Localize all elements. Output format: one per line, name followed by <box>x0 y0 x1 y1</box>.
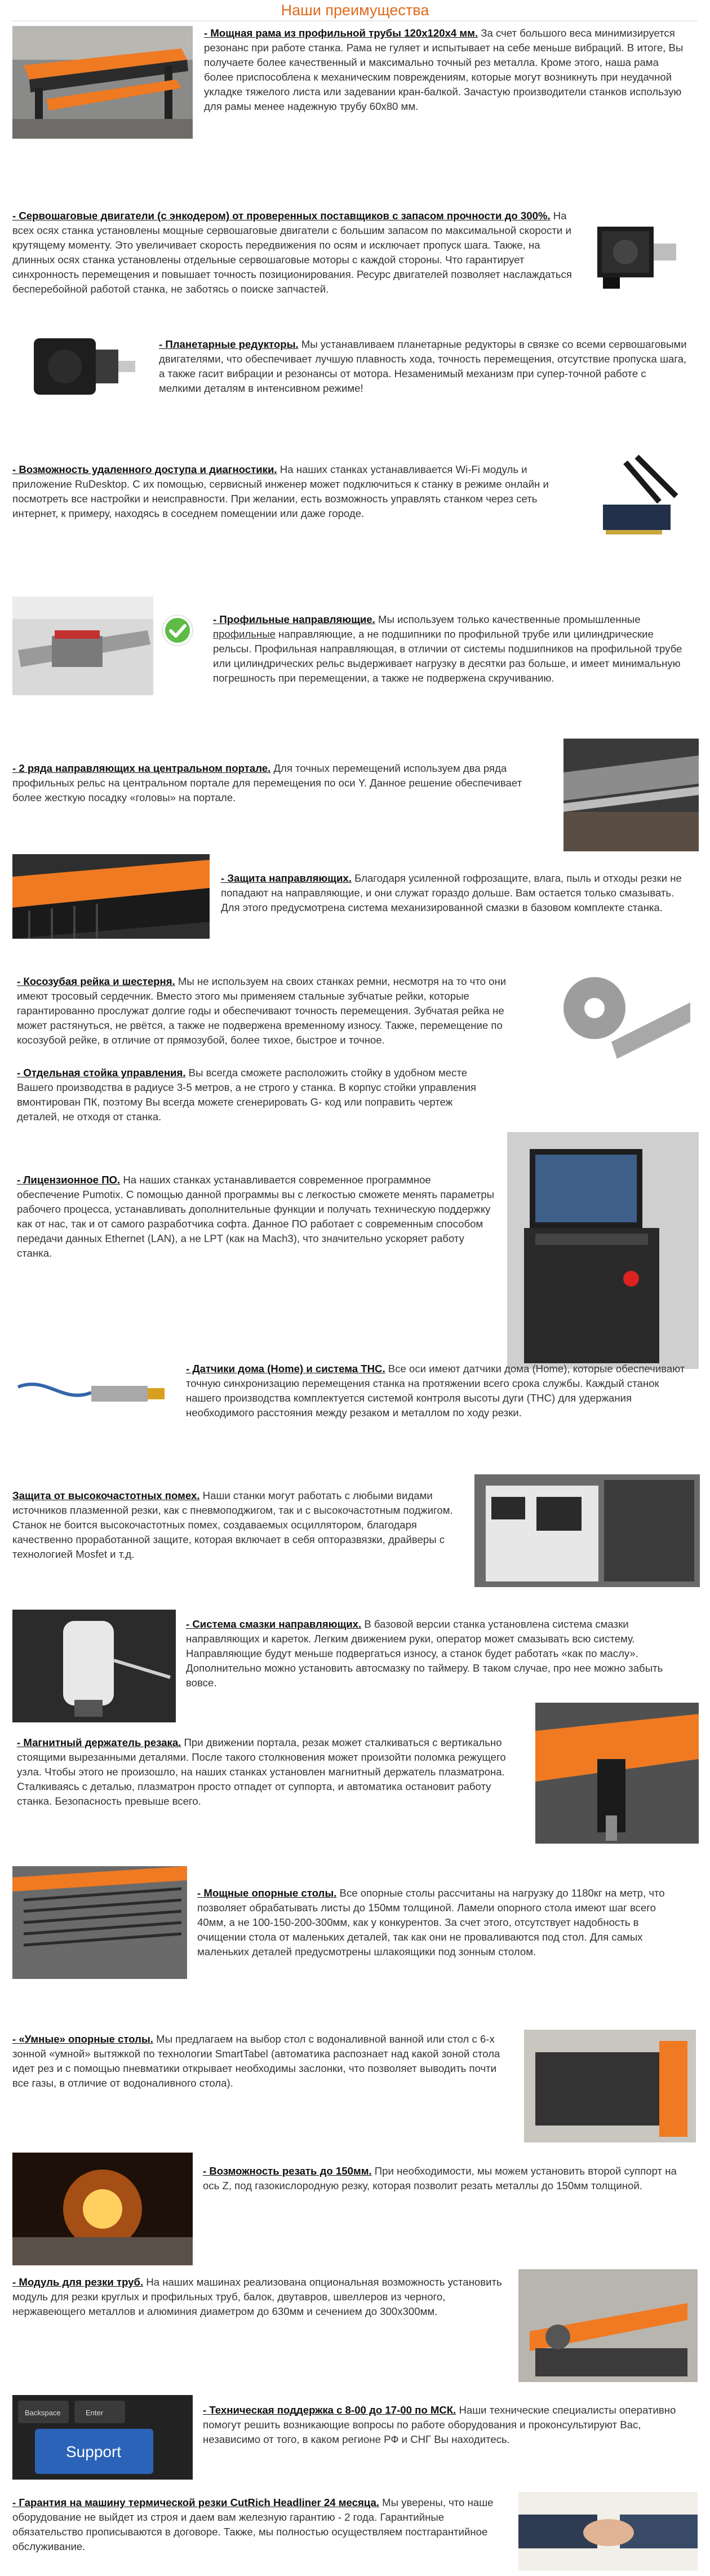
section-text: Мы предлагаем на выбор стол с водоналивной ванной или стол с 6-х зонной «умной» вытяжкой по технологии SmartTabel (автоматика распознает над какой зоной стола идет рез и с помощью пневматики открывает необходимы заслонки, что позволяет выводить почти все газы, в отличие от водоналивного стола). <box>12 2033 500 2089</box>
inductive-sensor-image <box>12 1364 176 1421</box>
section-heading: - Защита направляющих. <box>221 872 352 884</box>
section-cut150 <box>203 2164 687 2193</box>
support-table-photo <box>12 1866 187 1979</box>
section-heading: - Модуль для резки труб. <box>12 2276 144 2288</box>
section-text: Вы всегда сможете расположить стойку в удобном месте Вашего производства в радиусе 3-5 метров, а не строго у станка. В корпус стойки управления вмонтирован ПК, поэтому Вы всегда можете сгенерировать G- код или поправить чертеж деталей, не отходя от станка. <box>17 1067 476 1123</box>
section-smart-tables <box>12 2032 508 2091</box>
section-support <box>203 2403 687 2447</box>
section-heading: - Система смазки направляющих. <box>186 1618 362 1630</box>
section-heading: - Косозубая рейка и шестерня. <box>17 975 175 987</box>
smart-table-photo <box>524 2030 696 2142</box>
section-heading: - Возможность резать до 150мм. <box>203 2165 372 2177</box>
section-gear-rack <box>17 974 535 1048</box>
section-noise <box>12 1488 463 1562</box>
section-text: Мы уверены, что наше оборудование не выйдет из строя и даем вам железную гарантию - 2 года. Гарантийные обязательство прописываются в договоре. Также, мы полностью осуществляем постгарантийное обслуживание. <box>12 2497 494 2552</box>
section-heading: - Возможность удаленного доступа и диагностики. <box>12 463 277 475</box>
page-title: Наши преимущества <box>281 2 429 19</box>
section-frame <box>204 26 689 114</box>
section-text-start: Мы используем только качественные промышленные <box>375 613 641 625</box>
section-heading: - Планетарные редукторы. <box>159 338 299 350</box>
section-lube <box>186 1617 687 1690</box>
servo-motor-image <box>586 210 682 294</box>
key-backspace: Backspace <box>25 2409 61 2417</box>
wifi-module-image <box>592 451 687 547</box>
section-pipe <box>12 2275 508 2319</box>
section-text: При движении портала, резак может сталкиваться с вертикально стоящими вырезанными деталями. После такого столкновения может произойти поломка режущего узла. Чтобы этого не произошло, на наших станках установлен магнитный держатель плазматрона. Сталкиваясь с деталью, плазматрон просто отпадет от суппорта, и автоматика остановит работу станка. Безопасность превыше всего. <box>17 1737 506 1807</box>
section-text: За счет большого веса минимизируется резонанс при работе станка. Рама не гуляет и испытывает на себе меньше вибраций. В итоге, Вы получаете более качественный и максимально точный рез металла. Кроме этого, наша рама более приспособлена к механическим повреждениям, которые могут возникнуть при неудачной укладке тяжелого листа или задевании кран-балкой. Зачастую производители станков использую для рамы менее надежную трубу 60х80 мм. <box>204 27 684 112</box>
section-heading: - Профильные направляющие. <box>213 613 375 625</box>
section-heading: - Датчики дома (Home) и система THC. <box>186 1363 385 1375</box>
section-heading: - Сервошаговые двигатели (с энкодером) от проверенных поставщиков с запасом прочности до 300%. <box>12 210 551 222</box>
section-software <box>17 1173 496 1261</box>
section-text: Для точных перемещений используем два ряда профильных рельс на центральном портале для перемещения по оси Y. Данное решение обеспечивает более жесткую посадку «головы» на портале. <box>12 762 522 803</box>
section-heading: - Мощные опорные столы. <box>197 1887 337 1899</box>
section-warranty <box>12 2495 508 2554</box>
section-servo <box>12 209 576 297</box>
control-console-photo <box>507 1132 699 1369</box>
bellows-guard-photo <box>12 854 210 939</box>
section-text: В базовой версии станка установлена система смазки направляющих и кареток. Легким движением руки, оператор может смазывать всю систему. Направляющие будут меньше подвергаться износу, а станок будет работать «как по маслу». Дополнительно можно установить автосмазку по таймеру. В таком случае, про нее можно забыть вовсе. <box>186 1618 663 1689</box>
section-text: При необходимости, мы можем установить второй суппорт на ось Z, под газокислородную резку, которая позволит резать металлы до 150мм толщиной. <box>203 2165 677 2191</box>
handshake-photo <box>518 2492 698 2571</box>
section-text: Мы не используем на своих станках ремни, несмотря на то что они имеют тросовый сердечник. Вместо этого мы применяем стальные зубчатые рейки, которые гарантированно прослужат долгие годы и обеспечивают точность перемещения. Зубчатая рейка не может растянуться, не рвётся, а также не подвержена временному износу. Также, перемещение по косозубой рейке, в отличие от прямозубой, более тихое, быстрое и точное. <box>17 975 507 1046</box>
section-console <box>17 1066 496 1124</box>
torch-holder-photo <box>535 1703 699 1844</box>
section-rails <box>12 612 689 686</box>
section-text: На всех осях станка установлены мощные сервошаговые двигатели с большим запасом по максимальной скорости и крутящему моменту. Это увеличивает скорость передвижения по осям и исключает пропуск шага. Также, на длинных осях станка установлены отдельные сервошаговые моторы с каждой стороны. Что гарантирует синхронность перемещения и повышает точность позиционирования. Ресурс двигателей позволяет наслаждаться бесперебойной работой станка, не заботясь о поиске запчастей. <box>12 210 572 295</box>
portal-rails-photo <box>563 739 699 851</box>
section-text: Благодаря усиленной гофрозащите, влага, пыль и отходы резки не попадают на направляющие, и они служат гораздо дольше. Вам остается только смазывать. Для этого предусмотрена система механизированной смазки в базовом комплекте станка. <box>221 872 682 913</box>
oxyfuel-cutting-photo <box>12 2153 193 2265</box>
section-text: Все опорные столы рассчитаны на нагрузку до 1180кг на метр, что позволяет обрабатывать листы до 150мм толщиной. Ламели опорного стола имеют шаг всего 40мм, а не 100-150-200-300мм, как у конкурентов. За счет этого, отсутствует надобность в очищении стола от маленьких деталей, так как они не проваливаются под стол. Для самых маленьких деталей предусмотрены шлакоящики под зонным столом. <box>197 1887 665 1958</box>
section-heading: - 2 ряда направляющих на центральном портале. <box>12 762 271 774</box>
section-double-rails <box>12 761 553 805</box>
pipe-cutting-module-photo <box>518 2269 698 2382</box>
support-key-label: Support <box>66 2443 122 2460</box>
section-heading: - Мощная рама из профильной трубы 120х120х4 мм. <box>204 27 478 39</box>
section-tables <box>197 1886 687 1959</box>
electrical-cabinet-photo <box>474 1474 700 1587</box>
frame-photo <box>12 26 193 139</box>
section-magnet <box>17 1735 524 1809</box>
section-heading: - Гарантия на машину термической резки CutRich Headliner 24 месяца. <box>12 2497 379 2508</box>
section-sensors <box>186 1362 693 1420</box>
profile-rails-link[interactable]: профильные <box>213 628 276 640</box>
section-heading: Защита от высокочастотных помех. <box>12 1490 200 1501</box>
support-keyboard-image <box>12 2395 193 2480</box>
section-text: Наши технические специалисты оперативно помогут решить возникающие вопросы по работе оборудования и проконсультируют Вас, независимо от того, в каком регионе РФ и СНГ Вы находитесь. <box>203 2404 676 2445</box>
section-heading: - «Умные» опорные столы. <box>12 2033 153 2045</box>
section-text: Наши станки могут работать с любыми видами источников плазменной резки, как с пневмоподжигом, так и с высокочастотным поджигом. Станок не боится высокочастотных помех, создаваемых осциллятором, благодаря качественно проработанной защите, которая включает в себя опторазвязки, драйверы с технологией Mosfet и т.д. <box>12 1490 453 1560</box>
gear-rack-image <box>549 969 690 1059</box>
section-text: Мы устанавливаем планетарные редукторы в связке со всеми сервошаговыми двигателями, что обеспечивает лучшую плавность хода, точность перемещения, отсутствие пропуска шага, а также гасит вибрации и резонансы от мотора. Незаменимый механизм при супер-точной работе с мелкими деталям в интенсивном режиме! <box>159 338 687 394</box>
section-heading: - Лицензионное ПО. <box>17 1174 121 1186</box>
section-heading: - Отдельная стойка управления. <box>17 1067 186 1079</box>
section-text: На наших станках устанавливается современное программное обеспечение Pumotix. С помощью данной программы вы с легкостью сможете менять параметры рабочего процесса, устанавливать дополнительные функции и получать техническую поддержку как от нас, так и от самого разработчика софта. Данное ПО работает с современным способом передачи данных Ethernet (LAN), а не LPT (как на Mach3), что значительно ускоряет работу станка. <box>17 1174 495 1259</box>
lubrication-pump-photo <box>12 1610 176 1722</box>
section-text-end: направляющие, а не подшипники по профильной трубе или цилиндрические рельсы. Профильная направляющая, в отличии от системы подшипников на профильной трубе или цилиндрических рельс выдерживает нагрузку в десятки раз больше, и имеет минимальную погрешность при перемещении, а также не подвержена скручиванию. <box>213 628 682 684</box>
section-heading: - Магнитный держатель резака. <box>17 1737 181 1748</box>
section-text: На наших станках устанавливается Wi-Fi модуль и приложение RuDesktop. С их помощью, сервисный инженер может подключиться к станку в режиме онлайн и посмотреть все настройки и неисправности. При желании, есть возможность управлять станком через сеть интернет, к примеру, находясь в соседнем помещении или даже городе. <box>12 463 549 519</box>
title-divider <box>12 20 698 21</box>
section-remote <box>12 462 582 521</box>
section-gearbox <box>159 337 689 396</box>
section-text: На наших машинах реализована опциональная возможность установить модуль для резки круглых и профильных труб, балок, двутавров, швеллеров из черного, нержавеющего металлов и алюминия диаметром до 630мм и сечением до 300х300мм. <box>12 2276 502 2317</box>
section-guard <box>221 871 689 915</box>
section-text: Все оси имеют датчики дома (Home), которые обеспечивают точную синхронизацию перемещения станка на протяжении всего срока службы. Каждый станок нашего производства комплектуется системой контроля высоты дуги (THC) для удержания необходимого расстояния между резаком и металлом по ходу резки. <box>186 1363 685 1419</box>
key-enter: Enter <box>86 2409 104 2417</box>
planetary-gearbox-image <box>17 316 141 417</box>
section-heading: - Техническая поддержка с 8-00 до 17-00 по МСК. <box>203 2404 456 2416</box>
